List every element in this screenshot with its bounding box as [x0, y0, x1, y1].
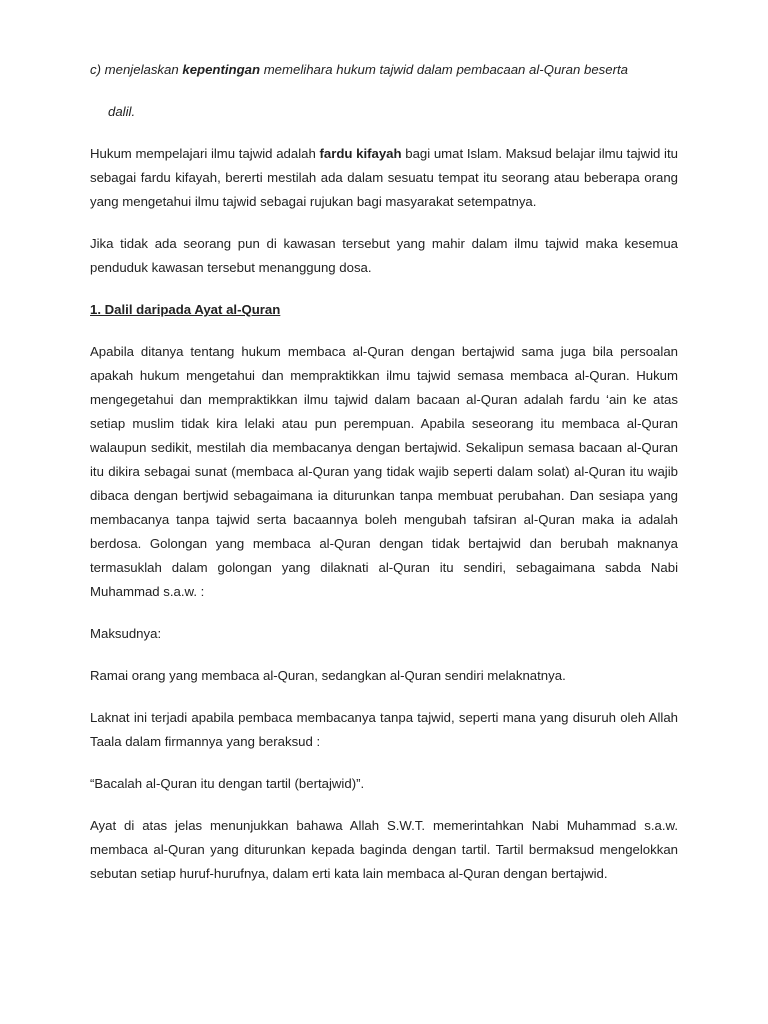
- document-page: [90, 58, 678, 904]
- paragraph-ramai-orang: Ramai orang yang membaca al-Quran, sedangkan al-Quran sendiri melaknatnya.: [90, 668, 566, 683]
- paragraph-objective-c: [90, 58, 678, 82]
- objective-c-text-end: memelihara hukum tajwid dalam pembacaan al-Quran beserta: [260, 62, 628, 77]
- hukum-text-start: Hukum mempelajari ilmu tajwid adalah: [90, 146, 320, 161]
- paragraph-bacalah-quote: “Bacalah al-Quran itu dengan tartil (bertajwid)”.: [90, 776, 365, 791]
- paragraph-maksudnya: Maksudnya:: [90, 626, 162, 641]
- hukum-bold-term: fardu kifayah: [319, 146, 402, 161]
- section-heading-dalil: 1. Dalil daripada Ayat al-Quran: [90, 302, 281, 317]
- paragraph-jika-tidak: Jika tidak ada seorang pun di kawasan tersebut yang mahir dalam ilmu tajwid maka kesemua penduduk kawasan tersebut menanggung dosa.: [90, 236, 678, 275]
- paragraph-ayat-di-atas: Ayat di atas jelas menunjukkan bahawa Allah S.W.T. memerintahkan Nabi Muhammad s.a.w. membaca al-Quran yang diturunkan kepada baginda dengan tartil. Tartil bermaksud mengelokkan sebutan setiap huruf-hurufnya, dalam erti kata lain membaca al-Quran dengan bertajwid.: [90, 818, 678, 881]
- paragraph-objective-c-continuation: dalil.: [108, 104, 136, 119]
- objective-c-bold-term: kepentingan: [182, 62, 261, 77]
- paragraph-laknat: Laknat ini terjadi apabila pembaca membacanya tanpa tajwid, seperti mana yang disuruh oleh Allah Taala dalam firmannya yang beraksud :: [90, 710, 678, 749]
- hukum-text-end: bagi umat Islam. Maksud belajar ilmu tajwid itu sebagai fardu kifayah, bererti mestilah ada dalam sesuatu tempat itu seorang atau beberapa orang yang mengetahui ilmu tajwid sebagai rujukan bagi masyarakat setempatnya.: [90, 146, 678, 209]
- objective-c-text-start: c) menjelaskan: [90, 62, 183, 77]
- paragraph-apabila-ditanya: Apabila ditanya tentang hukum membaca al-Quran dengan bertajwid sama juga bila persoalan apakah hukum mengetahui dan mempraktikkan ilmu tajwid semasa membaca al-Quran. Hukum mengegetahui dan mempraktikkan ilmu tajwid dalam bacaan al-Quran adalah fardu ‘ain ke atas setiap muslim tidak kira lelaki atau pun perempuan. Apabila seseorang itu membaca al-Quran walaupun sedikit, mestilah dia membacanya dengan bertajwid. Sekalipun semasa bacaan al-Quran itu dikira sebagai sunat (membaca al-Quran yang tidak wajib seperti dalam solat) al-Quran itu wajib dibaca dengan bertjwid sebagaimana ia diturunkan tanpa membuat perubahan. Dan sesiapa yang membacanya tanpa tajwid serta bacaannya boleh mengubah tafsiran al-Quran maka ia adalah berdosa. Golongan yang membaca al-Quran dengan tidak bertajwid dan berubah maknanya termasuklah dalam golongan yang dilaknati al-Quran itu sendiri, sebagaimana sabda Nabi Muhammad s.a.w. :: [90, 344, 678, 599]
- paragraph-hukum-tajwid: [90, 142, 678, 214]
